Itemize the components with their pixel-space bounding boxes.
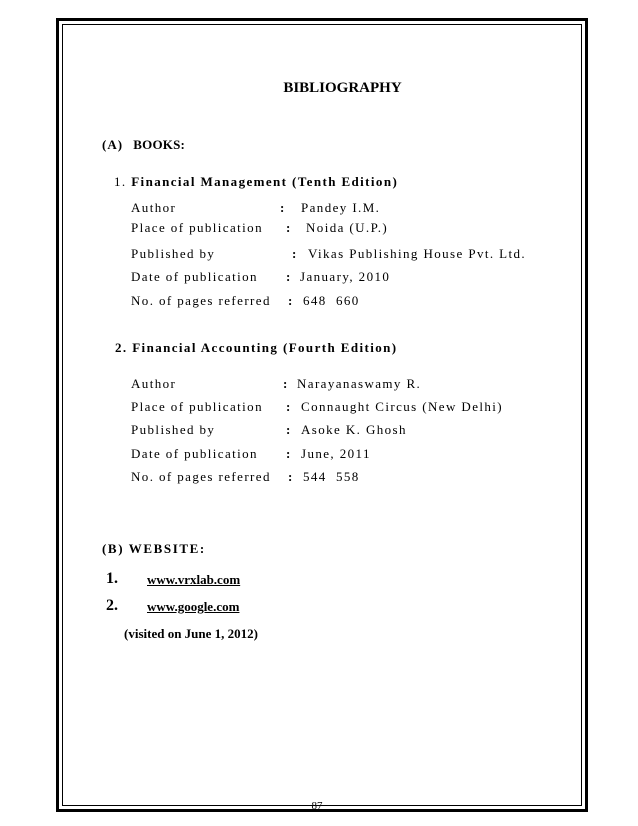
field-separator: : [283, 376, 289, 391]
field-label: Date of publication [131, 446, 258, 461]
field-value: Narayanaswamy R. [297, 376, 422, 391]
field-label: Place of publication [131, 220, 263, 235]
field-label: No. of pages referred [131, 469, 271, 484]
field-label: Author [131, 200, 177, 215]
field-value: Pandey I.M. [301, 200, 381, 215]
field-label: Author [131, 376, 177, 391]
field-separator: : [286, 220, 292, 235]
book-1-number: 1. [114, 174, 127, 189]
website-2-link[interactable]: www.google.com [147, 599, 240, 614]
field-value: Connaught Circus (New Delhi) [301, 399, 504, 414]
field-value: January, 2010 [300, 269, 391, 284]
books-heading-label: BOOKS: [133, 137, 186, 152]
field-label: Date of publication [131, 269, 258, 284]
field-separator: : [288, 469, 294, 484]
field-label: Place of publication [131, 399, 263, 414]
website-item-2 [106, 597, 240, 615]
book-2-title: Financial Accounting (Fourth Edition) [132, 340, 398, 355]
book-1-title-line [114, 174, 398, 190]
website-item-1 [106, 570, 241, 588]
website-heading: (B) WEBSITE: [102, 541, 206, 556]
book-2-title-line [115, 340, 397, 356]
field-value: Vikas Publishing House Pvt. Ltd. [308, 246, 527, 261]
book-1-title: Financial Management (Tenth Edition) [131, 174, 399, 189]
field-separator: : [286, 399, 292, 414]
field-separator: : [288, 293, 294, 308]
field-value: Asoke K. Ghosh [301, 422, 407, 437]
website-2-number: 2. [106, 597, 118, 614]
field-value: June, 2011 [301, 446, 371, 461]
field-label: Published by [131, 246, 216, 261]
field-separator: : [286, 269, 292, 284]
page-number-text: 87 [311, 800, 323, 812]
books-heading-letter: (A) [102, 137, 124, 152]
field-separator: : [286, 446, 292, 461]
page-title-text: BIBLIOGRAPHY [283, 80, 402, 96]
book-2-number: 2. [115, 340, 128, 355]
books-heading [102, 137, 185, 153]
page-number [0, 800, 638, 812]
visited-note: (visited on June 1, 2012) [124, 626, 258, 641]
field-label: No. of pages referred [131, 293, 271, 308]
website-1-number: 1. [106, 570, 118, 587]
field-value: 648 660 [303, 293, 360, 308]
field-value: 544 558 [303, 469, 360, 484]
field-label: Published by [131, 422, 216, 437]
field-value: Noida (U.P.) [306, 220, 389, 235]
field-separator: : [280, 200, 286, 215]
field-separator: : [286, 422, 292, 437]
page-title [0, 80, 638, 97]
field-separator: : [292, 246, 298, 261]
website-1-link[interactable]: www.vrxlab.com [147, 572, 241, 587]
